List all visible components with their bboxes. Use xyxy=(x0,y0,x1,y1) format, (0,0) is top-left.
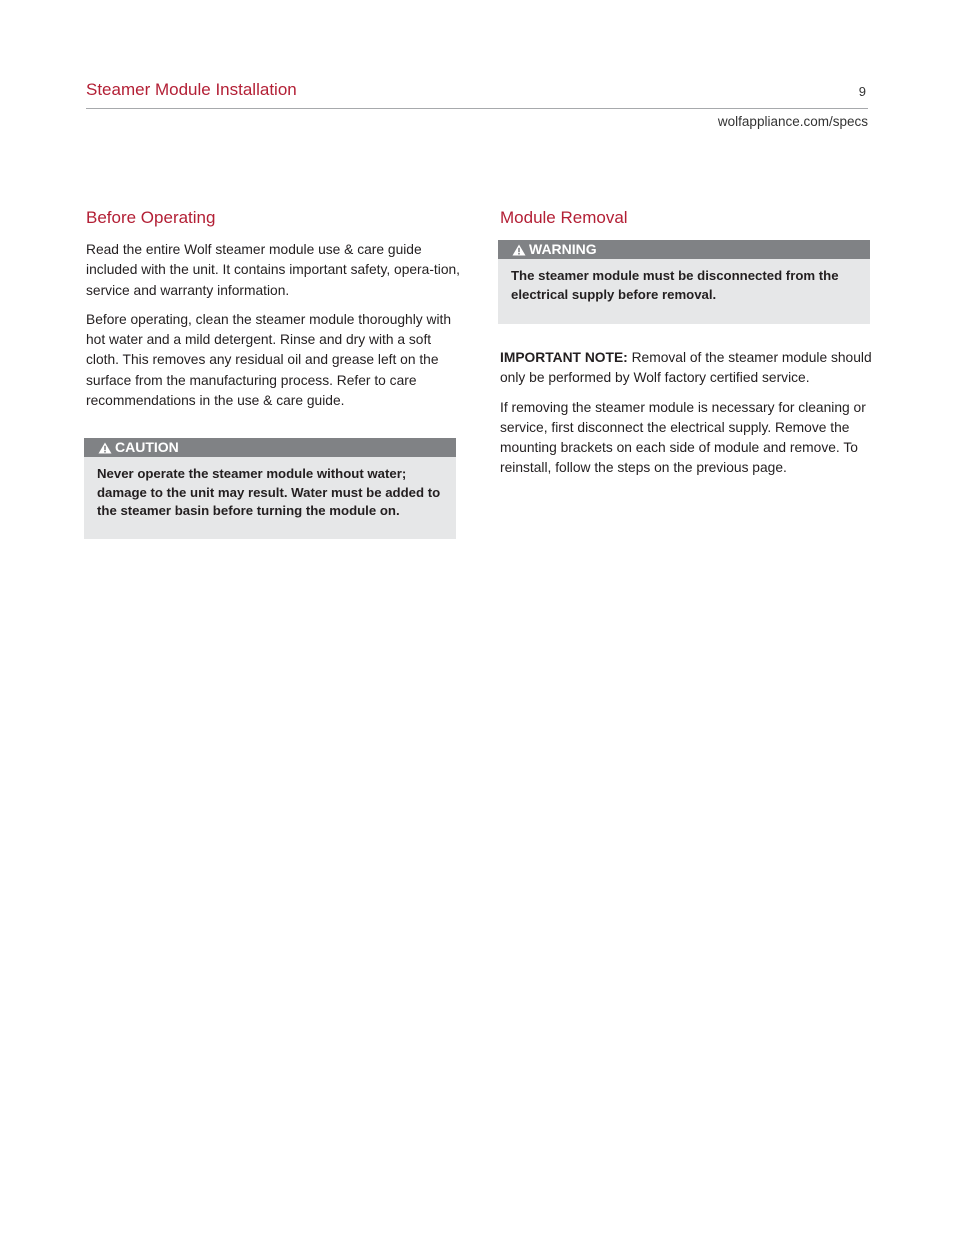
important-note-text: Removal of the steamer module should only be performed by Wolf factory certified service. xyxy=(500,350,872,386)
page-number: 9 xyxy=(858,84,866,99)
paragraph: Read the entire Wolf steamer module use & care guide included with the unit. It contains important safety, opera-tion, service and warranty information. xyxy=(86,242,460,298)
warning-box xyxy=(498,240,870,324)
right-column xyxy=(500,206,876,488)
before-operating-heading: Before Operating xyxy=(86,208,216,227)
header-divider xyxy=(86,108,868,109)
caution-box xyxy=(84,438,456,539)
warning-text: The steamer module must be disconnected from the electrical supply before removal. xyxy=(511,268,839,302)
warning-triangle-icon xyxy=(98,442,112,454)
important-note-lead: IMPORTANT NOTE: xyxy=(500,350,628,365)
caution-label: CAUTION xyxy=(115,439,179,456)
paragraph: Before operating, clean the steamer module thoroughly with hot water and a mild detergent. Rinse and dry with a soft cloth. This removes any residual oil and grease left on the surface from the manufacturing process. Refer to care recommendations in the use & care guide. xyxy=(86,311,452,409)
left-column xyxy=(86,206,460,539)
important-note xyxy=(500,348,876,389)
warning-bar xyxy=(498,240,870,259)
warning-triangle-icon xyxy=(512,244,526,256)
warning-label: WARNING xyxy=(529,241,597,257)
website-url: wolfappliance.com/specs xyxy=(717,114,868,129)
paragraph: If removing the steamer module is necessary for cleaning or service, first disconnect the electrical supply. Remove the mounting brackets on each side of module and remove. To reinstall, follow the steps on the previous page. xyxy=(500,399,866,476)
caution-bar xyxy=(84,438,456,457)
section-title: Steamer Module Installation xyxy=(86,80,297,99)
module-removal-heading: Module Removal xyxy=(500,208,628,227)
caution-text: Never operate the steamer module without water; damage to the unit may result. Water must be added to the steamer basin before turning the module on. xyxy=(97,466,441,519)
